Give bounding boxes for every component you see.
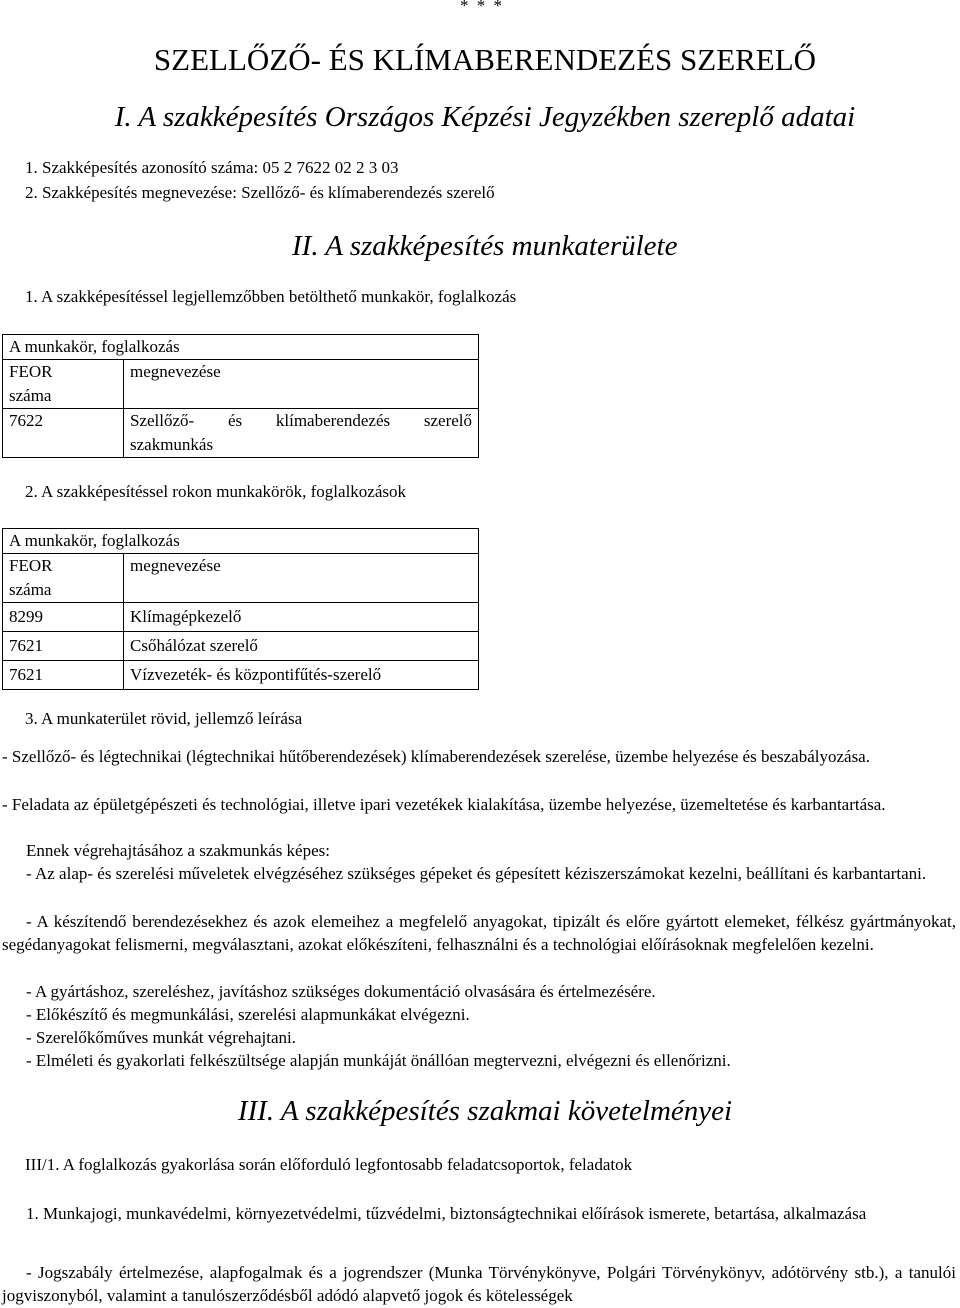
page-title: SZELLŐZŐ- ÉS KLÍMABERENDEZÉS SZERELŐ (153, 42, 817, 77)
table-row (3, 632, 479, 661)
table2-row-name: Csőhálózat szerelő (124, 632, 479, 661)
table2-col1-header-a: FEOR (9, 556, 53, 575)
section1-item-1: 1. Szakképesítés azonosító száma: 05 2 7622 02 2 3 03 (25, 158, 399, 177)
table2-caption: A munkakör, foglalkozás (3, 529, 479, 554)
description-paragraph-6: - A gyártáshoz, szereléshez, javításhoz szükséges dokumentáció olvasására és értelmezésére. (26, 982, 656, 1001)
table2-col1-header (3, 554, 124, 603)
table1-row-name-b: szakmunkás (130, 435, 214, 454)
table-row (3, 603, 479, 632)
feor-table-1 (2, 334, 479, 458)
table1-col2-header: megnevezése (124, 360, 479, 409)
section2-item-2: 2. A szakképesítéssel rokon munkakörök, foglalkozások (25, 482, 407, 501)
table1-caption: A munkakör, foglalkozás (3, 335, 479, 360)
table2-row-code: 7621 (3, 632, 124, 661)
table1-col1-header-a: FEOR (9, 362, 53, 381)
table-row (3, 661, 479, 690)
table1-row-name (124, 409, 479, 458)
table1-col1-header-b: száma (9, 386, 52, 405)
section3-item-1: 1. Munkajogi, munkavédelmi, környezetvédelmi, tűzvédelmi, biztonságtechnikai előírások ismerete, betartása, alkalmazása (26, 1204, 867, 1223)
section3-item-1-sub: - Jogszabály értelmezése, alapfogalmak és a jogrendszer (Munka Törvénykönyve, Polgári Törvénykönyv, adótörvény stb.), a tanulói jogviszonyból, valamint a tanulószerződésből adódó alapvető jogok és kötelességek (2, 1263, 956, 1305)
description-paragraph-2: - Feladata az épületgépészeti és technológiai, illetve ipari vezetékek kialakítása, üzembe helyezése, üzemeltetése és karbantartása. (2, 795, 886, 814)
table2-row-code: 8299 (3, 603, 124, 632)
section2-item-1: 1. A szakképesítéssel legjellemzőbben betölthető munkakör, foglalkozás (25, 287, 517, 306)
table2-row-name: Klímagépkezelő (124, 603, 479, 632)
feor-table-2 (2, 528, 479, 690)
section1-item-2: 2. Szakképesítés megnevezése: Szellőző- és klímaberendezés szerelő (25, 183, 495, 202)
section2-item-3: 3. A munkaterület rövid, jellemző leírása (25, 709, 303, 728)
section2-heading: II. A szakképesítés munkaterülete (292, 230, 678, 262)
table2-row-name: Vízvezeték- és központifűtés-szerelő (124, 661, 479, 690)
table2-col2-header: megnevezése (124, 554, 479, 603)
description-paragraph-4: - Az alap- és szerelési műveletek elvégzéséhez szükséges gépeket és gépesített kéziszerszámokat kezelni, beállítani és karbantartani. (26, 864, 927, 883)
description-paragraph-3: Ennek végrehajtásához a szakmunkás képes: (26, 841, 330, 860)
description-paragraph-5: - A készítendő berendezésekhez és azok elemeihez a megfelelő anyagokat, tipizált és előre gyártott elemeket, félkész gyártmányokat, segédanyagokat felismerni, megválasztani, azokat előkészíteni, felhasználni és a technológiai előírásoknak megfelelően kezelni. (2, 912, 956, 954)
header-stars: * * * (460, 0, 504, 15)
section1-heading: I. A szakképesítés Országos Képzési Jegyzékben szereplő adatai (114, 101, 856, 133)
table1-row-code: 7622 (3, 409, 124, 458)
section3-subheading: III/1. A foglalkozás gyakorlása során előforduló legfontosabb feladatcsoportok, feladatok (25, 1155, 633, 1174)
description-paragraph-1: - Szellőző- és légtechnikai (légtechnikai hűtőberendezések) klímaberendezések szerelése, üzembe helyezése és beszabályozása. (2, 747, 870, 766)
description-paragraph-9: - Elméleti és gyakorlati felkészültsége alapján munkáját önállóan megtervezni, elvégezni és ellenőrizni. (26, 1051, 731, 1070)
section3-heading: III. A szakképesítés szakmai követelményei (237, 1095, 733, 1127)
description-paragraph-7: - Előkészítő és megmunkálási, szerelési alapmunkákat elvégezni. (26, 1005, 470, 1024)
table1-row-name-a: Szellőző- és klímaberendezés szerelő (130, 411, 472, 430)
table2-col1-header-b: száma (9, 580, 52, 599)
table1-col1-header (3, 360, 124, 409)
description-paragraph-8: - Szerelőkőműves munkát végrehajtani. (26, 1028, 297, 1047)
table2-row-code: 7621 (3, 661, 124, 690)
